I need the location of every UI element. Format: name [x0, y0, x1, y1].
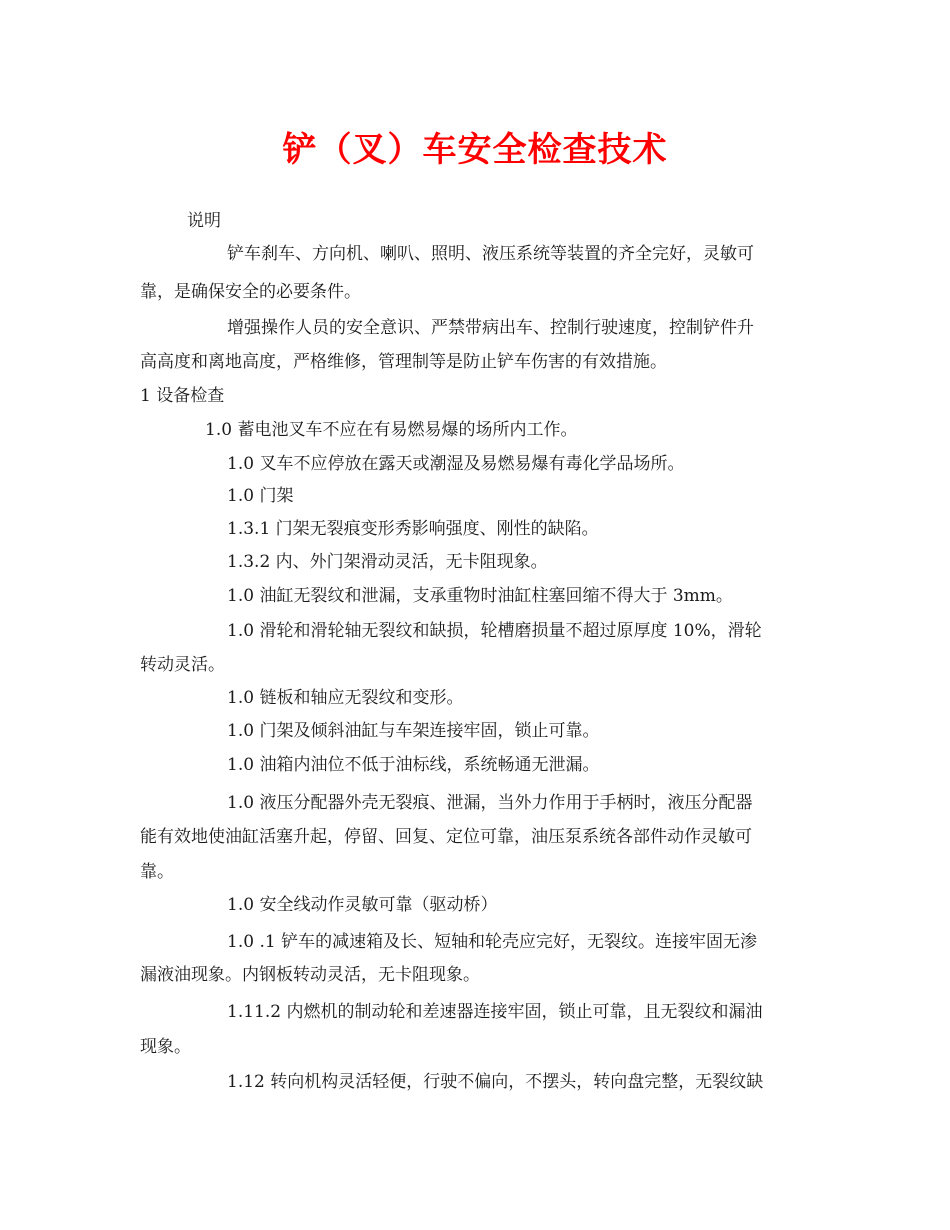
list-item: 1.12 转向机构灵活轻便，行驶不偏向，不摆头，转向盘完整，无裂纹缺 [227, 1072, 764, 1092]
list-item: 1.0 门架 [227, 486, 294, 506]
paragraph-line: 靠，是确保安全的必要条件。 [140, 282, 361, 302]
list-item: 1.0 门架及倾斜油缸与车架连接牢固，锁止可靠。 [227, 721, 600, 741]
list-item-continuation: 靠。 [140, 862, 174, 882]
list-item: 1.11.2 内燃机的制动轮和差速器连接牢固，锁止可靠，且无裂纹和漏油 [227, 1002, 763, 1022]
list-item: 1.0 油箱内油位不低于油标线，系统畅通无泄漏。 [227, 755, 600, 775]
paragraph-line: 高高度和离地高度，严格维修，管理制等是防止铲车伤害的有效措施。 [140, 352, 667, 372]
list-item: 1.0 安全线动作灵敏可靠（驱动桥） [227, 895, 498, 915]
list-item-continuation: 现象。 [140, 1037, 191, 1057]
list-item: 1.3.2 内、外门架滑动灵活，无卡阻现象。 [227, 552, 548, 572]
list-item: 1.0 蓄电池叉车不应在有易燃易爆的场所内工作。 [205, 420, 578, 440]
list-item-continuation: 转动灵活。 [140, 655, 225, 675]
document-title: 铲（叉）车安全检查技术 [282, 130, 668, 170]
list-item: 1.0 .1 铲车的减速箱及长、短轴和轮壳应完好，无裂纹。连接牢固无渗 [227, 932, 758, 952]
list-item-continuation: 漏液油现象。内钢板转动灵活，无卡阻现象。 [140, 965, 480, 985]
list-item: 1.3.1 门架无裂痕变形秀影响强度、刚性的缺陷。 [227, 519, 599, 539]
section-heading: 1 设备检查 [140, 386, 225, 406]
list-item: 1.0 叉车不应停放在露天或潮湿及易燃易爆有毒化学品场所。 [227, 454, 685, 474]
list-item: 1.0 油缸无裂纹和泄漏，支承重物时油缸柱塞回缩不得大于 3mm。 [227, 586, 733, 606]
paragraph-line: 增强操作人员的安全意识、严禁带病出车、控制行驶速度，控制铲件升 [227, 318, 754, 338]
list-item: 1.0 滑轮和滑轮轴无裂纹和缺损，轮槽磨损量不超过原厚度 10%，滑轮 [227, 621, 762, 641]
list-item: 1.0 链板和轴应无裂纹和变形。 [227, 688, 464, 708]
list-item: 1.0 液压分配器外壳无裂痕、泄漏，当外力作用于手柄时，液压分配器 [227, 793, 753, 813]
paragraph-line: 铲车刹车、方向机、喇叭、照明、液压系统等装置的齐全完好，灵敏可 [227, 244, 754, 264]
list-item-continuation: 能有效地使油缸活塞升起，停留、回复、定位可靠，油压泵系统各部件动作灵敏可 [140, 827, 752, 847]
section-label-explanation: 说明 [187, 211, 221, 231]
